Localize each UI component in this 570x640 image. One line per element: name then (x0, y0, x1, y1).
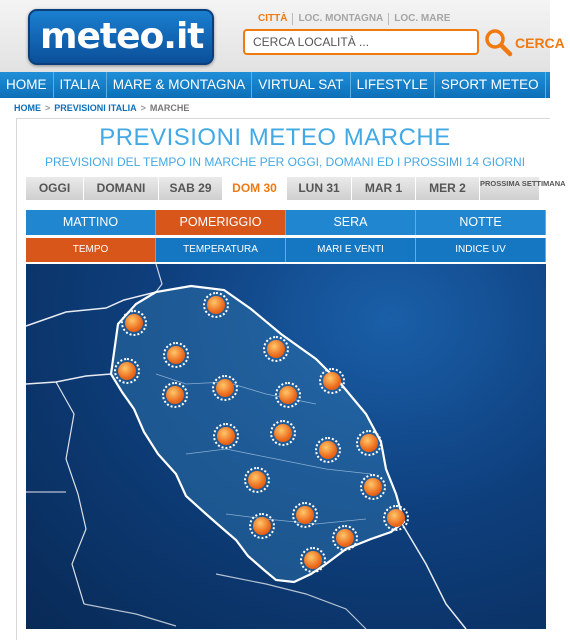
map-type-tabs (26, 238, 546, 262)
sun-icon[interactable] (356, 430, 382, 456)
sun-icon[interactable] (244, 467, 270, 493)
meteo-logo[interactable] (28, 9, 214, 65)
sun-icon-core (336, 529, 354, 547)
time-of-day-tabs (26, 210, 546, 235)
map-outlines (26, 264, 546, 629)
sun-icon[interactable] (292, 502, 318, 528)
sun-icon[interactable] (315, 437, 341, 463)
sun-icon-core (216, 379, 234, 397)
sun-icon[interactable] (163, 342, 189, 368)
breadcrumb: HOME > PREVISIONI ITALIA > MARCHE (14, 103, 190, 113)
nav-virtual-sat[interactable]: VIRTUAL SAT (252, 72, 350, 98)
tab-day-oggi[interactable]: OGGI (26, 177, 84, 200)
main-nav (0, 72, 550, 98)
site-header (0, 0, 565, 72)
sun-icon-core (167, 346, 185, 364)
top-links (258, 13, 455, 25)
sun-icon-core (274, 424, 292, 442)
tab-mari-venti[interactable]: MARI E VENTI (286, 238, 416, 262)
search-icon[interactable] (483, 27, 513, 57)
nav-lifestyle[interactable]: LIFESTYLE (351, 72, 435, 98)
breadcrumb-previsioni[interactable]: PREVISIONI ITALIA (54, 103, 137, 113)
tab-day-sab29[interactable]: SAB 29 (159, 177, 223, 200)
nav-mare-montagna[interactable]: MARE & MONTAGNA (107, 72, 253, 98)
search-button[interactable]: CERCA (515, 35, 565, 51)
sun-icon-core (253, 517, 271, 535)
sun-icon-core (360, 434, 378, 452)
sun-icon[interactable] (162, 382, 188, 408)
page-title: PREVISIONI METEO MARCHE (99, 124, 451, 151)
sun-icon[interactable] (275, 382, 301, 408)
sun-icon[interactable] (300, 547, 326, 573)
sun-icon-core (296, 506, 314, 524)
sun-icon[interactable] (121, 310, 147, 336)
tab-pomeriggio[interactable]: POMERIGGIO (156, 210, 286, 235)
tab-day-mer2[interactable]: MER 2 (416, 177, 480, 200)
sun-icon[interactable] (212, 375, 238, 401)
sun-icon-core (125, 314, 143, 332)
sun-icon[interactable] (383, 505, 409, 531)
sun-icon-core (364, 478, 382, 496)
sun-icon-core (248, 471, 266, 489)
day-tabs (26, 177, 566, 200)
tab-sera[interactable]: SERA (286, 210, 416, 235)
sun-icon-core (323, 372, 341, 390)
nav-italia[interactable]: ITALIA (54, 72, 107, 98)
sun-icon-core (267, 340, 285, 358)
top-link-montagna[interactable]: LOC. MONTAGNA (293, 13, 389, 25)
sun-icon-core (207, 296, 225, 314)
tab-temperatura[interactable]: TEMPERATURA (156, 238, 286, 262)
sun-icon[interactable] (203, 292, 229, 318)
sun-icon[interactable] (360, 474, 386, 500)
sun-icon-core (304, 551, 322, 569)
tab-day-prossima-settimana[interactable]: PROSSIMA SETTIMANA (480, 177, 540, 200)
sun-icon[interactable] (319, 368, 345, 394)
tab-day-domani[interactable]: DOMANI (84, 177, 159, 200)
sun-icon[interactable] (263, 336, 289, 362)
sun-icon[interactable] (332, 525, 358, 551)
weather-map (26, 264, 546, 629)
tab-notte[interactable]: NOTTE (416, 210, 546, 235)
nav-sport-meteo[interactable]: SPORT METEO (435, 72, 546, 98)
tab-day-lun31[interactable]: LUN 31 (287, 177, 352, 200)
sun-icon[interactable] (114, 358, 140, 384)
tab-indice-uv[interactable]: INDICE UV (416, 238, 546, 262)
tab-day-mar1[interactable]: MAR 1 (352, 177, 416, 200)
page-subtitle: PREVISIONI DEL TEMPO IN MARCHE PER OGGI, DOMANI ED I PROSSIMI 14 GIORNI (44, 155, 526, 169)
sun-icon[interactable] (213, 423, 239, 449)
sun-icon-core (279, 386, 297, 404)
breadcrumb-home[interactable]: HOME (14, 103, 41, 113)
sun-icon-core (166, 386, 184, 404)
top-link-mare[interactable]: LOC. MARE (394, 13, 451, 24)
sun-icon[interactable] (249, 513, 275, 539)
top-link-citta[interactable]: CITTÀ (258, 13, 293, 25)
breadcrumb-current: MARCHE (149, 103, 190, 113)
search-input[interactable]: CERCA LOCALITÀ ... (243, 29, 479, 55)
sun-icon-core (118, 362, 136, 380)
tab-day-dom30[interactable]: DOM 30 (223, 177, 287, 200)
tab-tempo[interactable]: TEMPO (26, 238, 156, 262)
sun-icon-core (217, 427, 235, 445)
tab-mattino[interactable]: MATTINO (26, 210, 156, 235)
nav-home[interactable]: HOME (0, 72, 54, 98)
sun-icon-core (387, 509, 405, 527)
sun-icon[interactable] (270, 420, 296, 446)
logo-text: meteo.it (40, 16, 204, 57)
sun-icon-core (319, 441, 337, 459)
